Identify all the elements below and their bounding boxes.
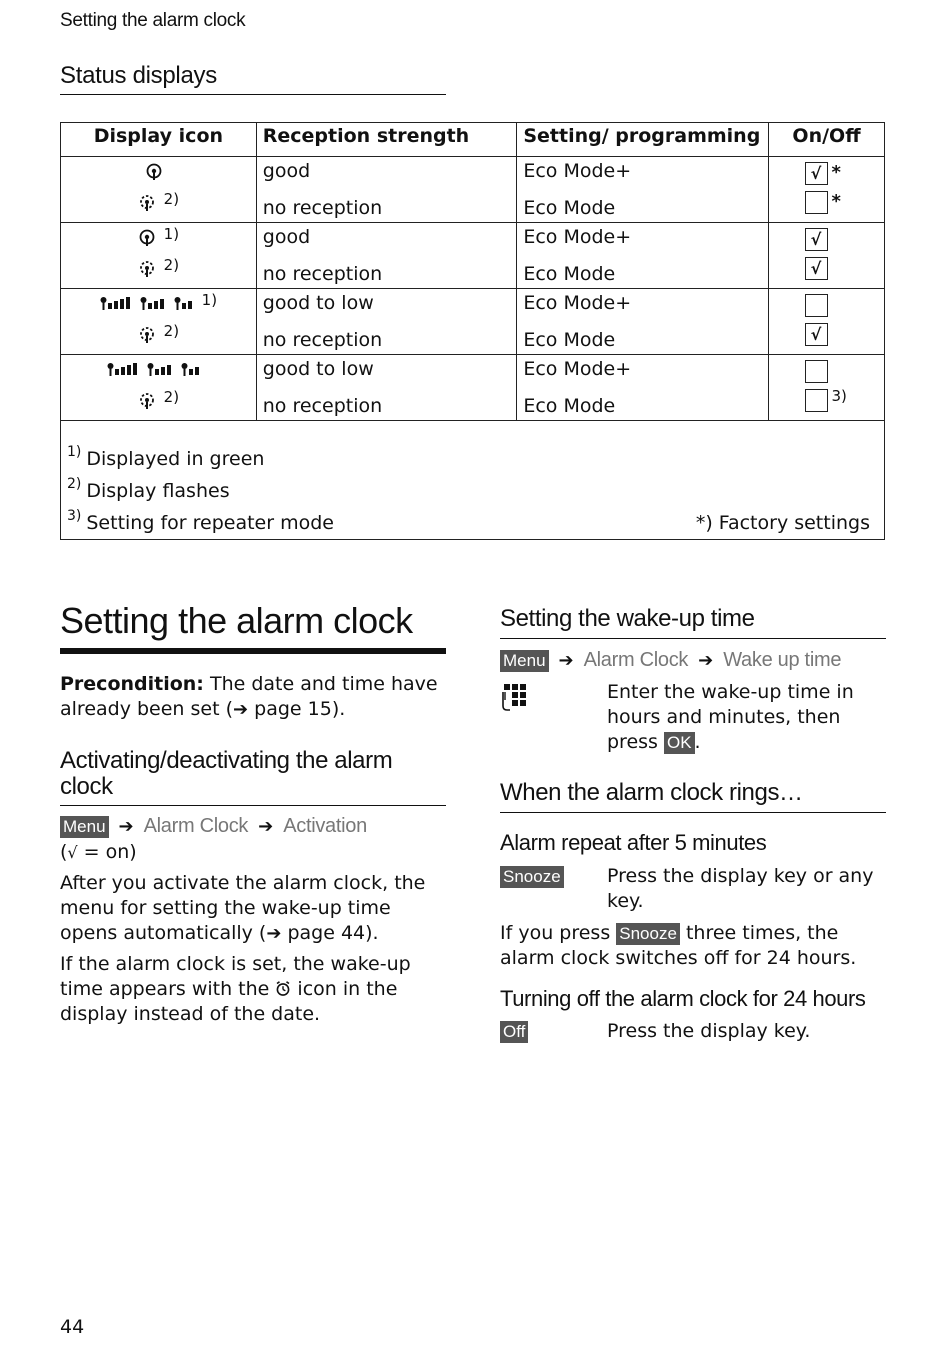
off-key[interactable]: Off: [500, 1021, 528, 1043]
wakeup-rule: [500, 638, 886, 639]
snooze-key-wrap: [500, 866, 564, 888]
menu-key[interactable]: Menu: [60, 816, 109, 838]
footnote-3: [67, 507, 878, 539]
alarm-clock-icon: [275, 978, 291, 1000]
snooze-key-inline[interactable]: Snooze: [616, 923, 680, 945]
arrow-icon: ➔: [558, 650, 574, 671]
setting-value: Eco Mode: [523, 395, 616, 417]
footnote-mark: 3): [67, 508, 82, 524]
footnote-2: [67, 475, 878, 507]
footnote-row: [61, 421, 885, 540]
alarm-title: Setting the alarm clock: [60, 600, 413, 641]
no-reception-flashing-icon: [138, 260, 156, 282]
arrow-icon: ➔: [698, 650, 714, 671]
keypad-icon: [500, 682, 530, 716]
footnote-mark: 1): [67, 444, 82, 460]
repeat-heading: Alarm repeat after 5 minutes: [500, 830, 767, 855]
rings-heading: When the alarm clock rings…: [500, 779, 803, 806]
menu-key[interactable]: Menu: [500, 650, 549, 672]
off-instruction: Press the display key.: [607, 1020, 811, 1042]
snooze-paragraph: [500, 921, 890, 971]
signal-bars-icon: [174, 296, 194, 316]
arrow-icon: ➔: [266, 923, 282, 944]
snooze-key[interactable]: Snooze: [500, 866, 564, 888]
off-heading: Turning off the alarm clock for 24 hours: [500, 986, 866, 1011]
strength-value: no reception: [262, 263, 383, 285]
display-icon-cell: [61, 223, 257, 289]
activation-paragraph: [60, 871, 450, 946]
footnote-text: Setting for repeater mode: [86, 512, 334, 534]
footnote-1: [67, 443, 878, 475]
path-wake-up-time[interactable]: Wake up time: [723, 649, 842, 671]
footnotes: [61, 421, 885, 540]
check-icon: √: [67, 843, 78, 862]
activate-heading: Activating/deactivating the alarm clock: [60, 747, 393, 800]
on-off-cell: [769, 355, 885, 421]
on-text: = on): [77, 841, 137, 863]
status-row: [61, 157, 885, 223]
activate-rule: [60, 805, 446, 806]
checked-checkbox: √: [805, 323, 828, 346]
snooze-instruction: Press the display key or any key.: [607, 865, 874, 912]
alarm-title-rule: [60, 648, 446, 654]
period: .: [694, 731, 701, 753]
col-setting: Setting/ programming: [517, 123, 769, 157]
signal-bars-icon: [147, 362, 173, 382]
checked-checkbox: √: [805, 228, 828, 251]
path-alarm-clock[interactable]: Alarm Clock: [143, 815, 249, 837]
setting-value: Eco Mode+: [523, 358, 632, 380]
factory-settings-note: *) Factory settings: [695, 512, 870, 534]
on-off-cell: [769, 289, 885, 355]
no-reception-flashing-icon: [138, 194, 156, 216]
setting-value: Eco Mode: [523, 329, 616, 351]
unchecked-checkbox: [805, 294, 828, 317]
col-display-icon: Display icon: [61, 123, 257, 157]
display-icon-cell: [61, 355, 257, 421]
on-note: [60, 840, 137, 865]
signal-bars-icon: [181, 362, 201, 382]
setting-cell: [517, 289, 769, 355]
footnote-ref: 1): [201, 291, 218, 309]
para-text: If you press: [500, 922, 617, 944]
strength-value: no reception: [262, 197, 383, 219]
setting-value: Eco Mode: [523, 197, 616, 219]
no-reception-flashing-icon: [138, 392, 156, 414]
activation-menu-path: [60, 815, 367, 838]
paren: (: [60, 841, 68, 863]
signal-bars-icon: [100, 296, 132, 316]
reception-strength-cell: [256, 223, 517, 289]
arrow-icon: ➔: [258, 816, 274, 837]
setting-cell: [517, 223, 769, 289]
running-header: Setting the alarm clock: [60, 10, 246, 31]
footnote-ref: 1): [163, 225, 180, 243]
strength-value: good to low: [262, 292, 374, 314]
arrow-icon: ➔: [233, 699, 249, 720]
precondition-text: The date and time have already been set (: [60, 673, 438, 720]
on-off-note: 3): [831, 387, 847, 405]
col-on-off: On/Off: [769, 123, 885, 157]
setting-value: Eco Mode: [523, 263, 616, 285]
reception-strength-cell: [256, 289, 517, 355]
display-icon-cell: [61, 289, 257, 355]
checked-checkbox: √: [805, 257, 828, 280]
status-row: [61, 223, 885, 289]
unchecked-checkbox: [805, 191, 828, 214]
strength-value: no reception: [262, 329, 383, 351]
wakeup-menu-path: [500, 649, 841, 672]
footnote-ref: 2): [163, 322, 180, 340]
status-table-header: [61, 123, 885, 157]
on-off-note: *: [831, 162, 841, 183]
status-table: [60, 122, 885, 540]
setting-cell: [517, 355, 769, 421]
checked-checkbox: √: [805, 162, 828, 185]
on-off-cell: [769, 157, 885, 223]
path-alarm-clock[interactable]: Alarm Clock: [583, 649, 689, 671]
para-text: If the alarm clock is set, the wake-up time appears with the: [60, 953, 411, 1000]
signal-bars-icon: [140, 296, 166, 316]
setting-value: Eco Mode+: [523, 226, 632, 248]
wakeup-heading: Setting the wake-up time: [500, 605, 755, 632]
strength-value: good: [262, 226, 311, 248]
page-number: 44: [60, 1316, 85, 1338]
ok-key[interactable]: OK: [664, 732, 695, 754]
status-row: [61, 289, 885, 355]
footnote-ref: 2): [163, 190, 180, 208]
arrow-icon: ➔: [118, 816, 134, 837]
footnote-mark: 2): [67, 476, 82, 492]
off-key-wrap: [500, 1021, 528, 1043]
status-section-title: Status displays: [60, 62, 217, 89]
status-section-rule: [60, 94, 446, 95]
no-reception-flashing-icon: [138, 326, 156, 348]
alarm-set-paragraph: [60, 952, 450, 1027]
on-off-cell: [769, 223, 885, 289]
signal-bars-icon: [107, 362, 139, 382]
on-off-note: *: [831, 191, 841, 212]
para-text: icon in the display instead of the date.: [60, 978, 398, 1025]
footnote-text: Display flashes: [86, 480, 230, 502]
strength-value: no reception: [262, 395, 383, 417]
strength-value: good to low: [262, 358, 374, 380]
wakeup-instruction: [607, 680, 892, 755]
page-reference: page 15).: [248, 698, 346, 720]
setting-value: Eco Mode+: [523, 160, 632, 182]
signal-icon: [145, 163, 163, 185]
unchecked-checkbox: [805, 360, 828, 383]
display-icon-cell: [61, 157, 257, 223]
unchecked-checkbox: [805, 389, 828, 412]
strength-value: good: [262, 160, 311, 182]
precondition: [60, 672, 450, 722]
col-reception-strength: Reception strength: [256, 123, 517, 157]
footnote-ref: 2): [163, 256, 180, 274]
instruction-text: Enter the wake-up time in hours and minutes, then press: [607, 681, 854, 753]
page-reference: page 44).: [281, 922, 379, 944]
reception-strength-cell: [256, 157, 517, 223]
setting-value: Eco Mode+: [523, 292, 632, 314]
footnote-text: Displayed in green: [86, 448, 265, 470]
status-row: [61, 355, 885, 421]
setting-cell: [517, 157, 769, 223]
reception-strength-cell: [256, 355, 517, 421]
para-text: three times, the alarm clock switches off for 24 hours.: [500, 922, 857, 969]
signal-icon: [138, 229, 156, 251]
rings-rule: [500, 812, 886, 813]
path-activation[interactable]: Activation: [283, 815, 367, 837]
precondition-label: Precondition:: [60, 673, 204, 695]
para-text: After you activate the alarm clock, the menu for setting the wake-up time opens automatically (: [60, 872, 426, 944]
footnote-ref: 2): [163, 388, 180, 406]
